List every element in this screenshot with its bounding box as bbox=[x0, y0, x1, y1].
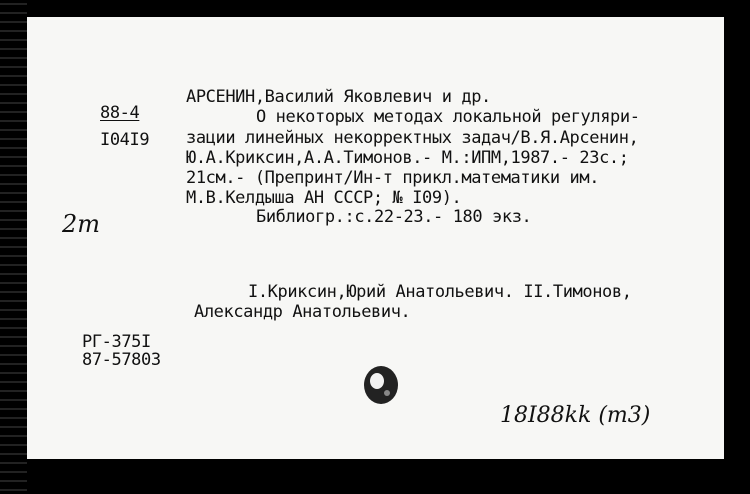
tracing-line: I.Криксин,Юрий Анатольевич. II.Тимонов, bbox=[248, 282, 632, 302]
handwritten-code: 18I88kk (m3) bbox=[500, 403, 651, 428]
body-line: 21см.- (Препринт/Ин-т прикл.математики им. bbox=[186, 168, 600, 188]
reference-code: РГ-375I bbox=[82, 332, 151, 352]
body-line: Библиогр.:с.22-23.- 180 экз. bbox=[256, 207, 532, 227]
body-line: М.В.Келдыша АН СССР; № I09). bbox=[186, 188, 462, 208]
body-line: зации линейных некорректных задач/В.Я.Арсенин, bbox=[186, 128, 639, 148]
inventory-number: I04I9 bbox=[100, 130, 150, 150]
catalog-card bbox=[27, 17, 724, 459]
card-heading: АРСЕНИН,Василий Яковлевич и др. bbox=[186, 87, 491, 107]
handwritten-mark: 2m bbox=[62, 210, 101, 238]
tracing-line: Александр Анатольевич. bbox=[194, 302, 411, 322]
body-line: Ю.А.Криксин,А.А.Тимонов.- М.:ИПМ,1987.- 23с.; bbox=[186, 148, 629, 168]
scan-left-edge bbox=[0, 0, 27, 494]
shelf-code: 88-4 bbox=[100, 103, 140, 123]
library-stamp-icon bbox=[361, 363, 401, 407]
body-line: О некоторых методах локальной регуляри- bbox=[256, 107, 640, 127]
reference-code: 87-57803 bbox=[82, 350, 161, 370]
